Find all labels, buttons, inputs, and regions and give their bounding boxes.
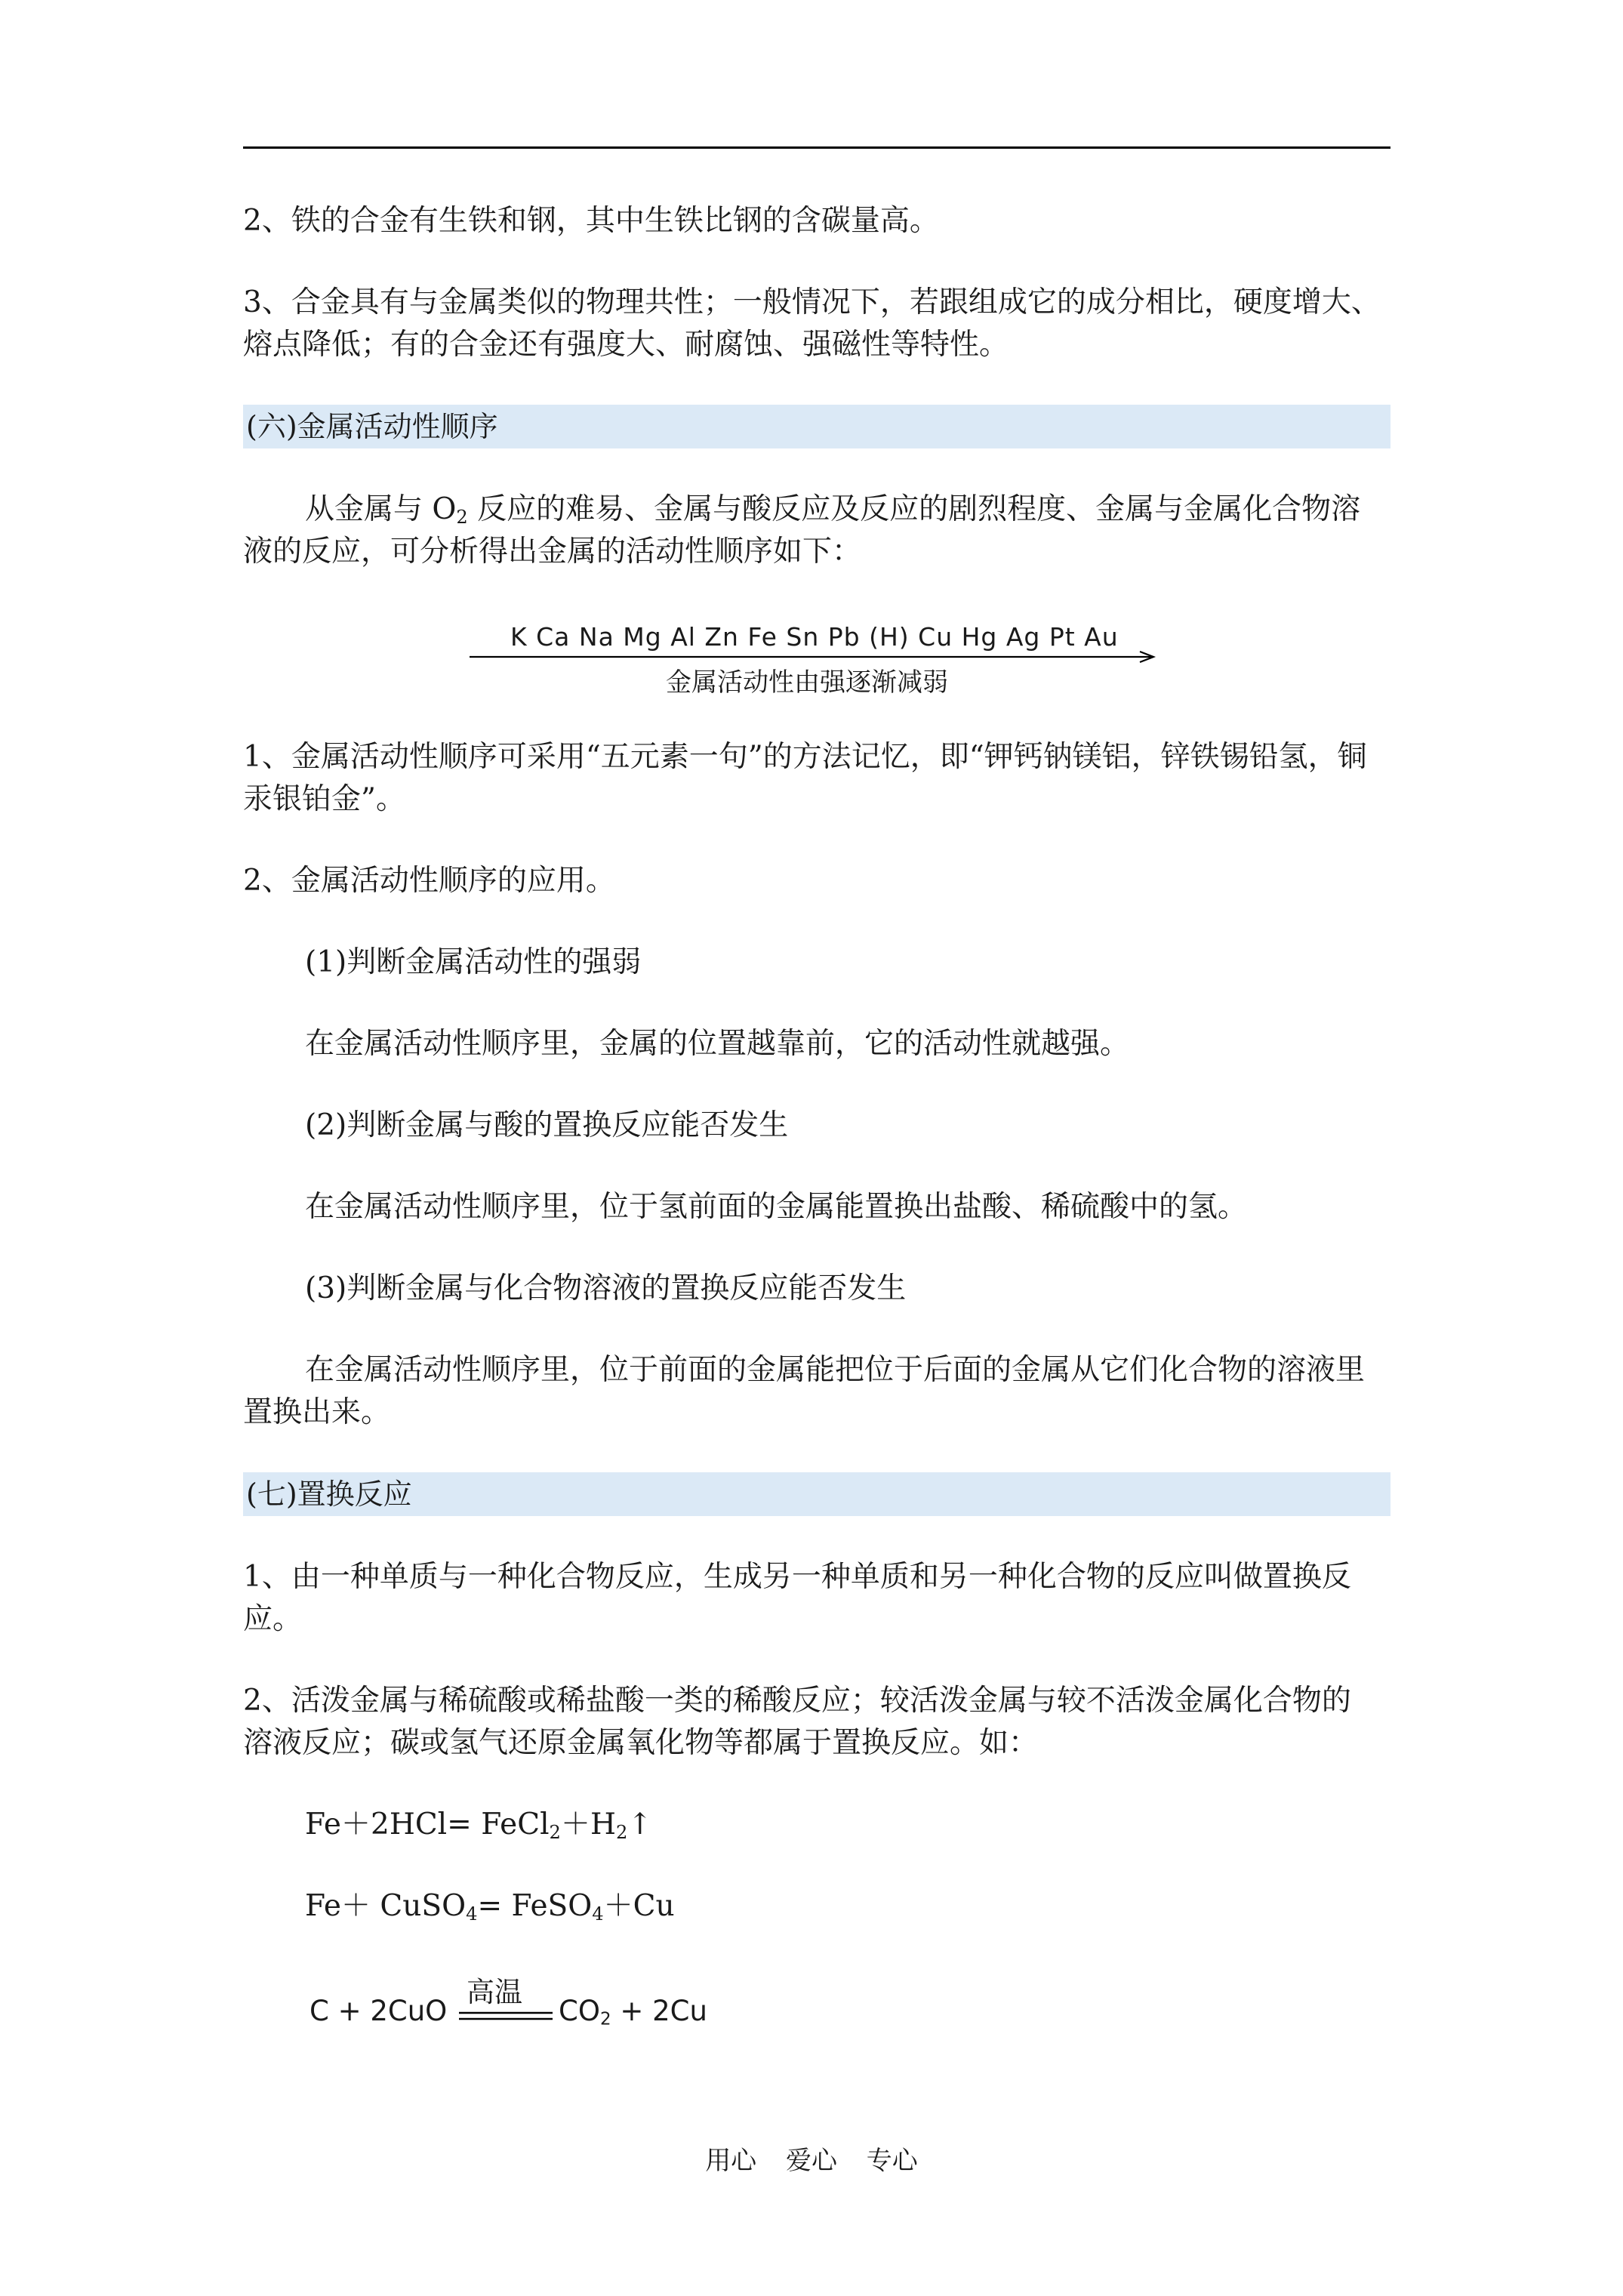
equation-fe-hcl: $Fe+2HCl= FeCl_2+H_2↑$ <box>305 1808 653 1844</box>
paragraph-alloy-3-line2: 熔点降低；有的合金还有强度大、耐腐蚀、强磁性等特性。 <box>243 328 1009 362</box>
paragraph-mnemonic-line1: 1、金属活动性顺序可采用“五元素一句”的方法记忆，即“钾钙钠镁铝，锌铁锡铅氢，铜 <box>243 740 1367 774</box>
paragraph-definition-line1: 1、由一种单质与一种化合物反应，生成另一种单质和另一种化合物的反应叫做置换反 <box>243 1560 1351 1594</box>
equation-c-cuo-products: $CO_2 + 2Cu$ <box>559 1995 707 2029</box>
paragraph-application: 2、金属活动性顺序的应用。 <box>243 864 615 898</box>
subtext-3-line2: 置换出来。 <box>243 1395 391 1429</box>
equation-c-cuo-reactants: C + 2CuO <box>310 1995 448 2027</box>
paragraph-alloy-2: 2、铁的合金有生铁和钢，其中生铁比钢的含碳量高。 <box>243 204 939 238</box>
equation-c-cuo <box>310 1971 732 2046</box>
section-heading-6: (六)金属活动性顺序 <box>243 405 1390 448</box>
intro-line2: 液的反应，可分析得出金属的活动性顺序如下： <box>243 535 862 569</box>
paragraph-definition-line2: 应。 <box>243 1602 303 1636</box>
subtext-3-line1: 在金属活动性顺序里，位于前面的金属能把位于后面的金属从它们化合物的溶液里 <box>305 1353 1366 1387</box>
equation-fe-cuso4: Fe＋ CuSO$_4$= FeSO$_4$＋Cu <box>305 1889 675 1925</box>
header-rule <box>243 146 1390 149</box>
paragraph-alloy-3-line1: 3、合金具有与金属类似的物理共性；一般情况下，若跟组成它的成分相比，硬度增大、 <box>243 285 1381 319</box>
paragraph-mnemonic-line2: 汞银铂金”。 <box>243 782 405 816</box>
paragraph-types-line1: 2、活泼金属与稀硫酸或稀盐酸一类的稀酸反应；较活泼金属与较不活泼金属化合物的 <box>243 1684 1351 1718</box>
activity-series-diagram <box>470 616 1164 699</box>
double-line-equals-icon <box>457 1971 556 2046</box>
paragraph-types-line2: 溶液反应；碳或氢气还原金属氧化物等都属于置换反应。如： <box>243 1726 1039 1760</box>
subheading-3: (3)判断金属与化合物溶液的置换反应能否发生 <box>305 1271 907 1305</box>
subtext-1: 在金属活动性顺序里，金属的位置越靠前，它的活动性就越强。 <box>305 1027 1130 1061</box>
equation-condition: 高温 <box>467 1976 522 2008</box>
subtext-2: 在金属活动性顺序里，位于氢前面的金属能置换出盐酸、稀硫酸中的氢。 <box>305 1190 1248 1224</box>
section-heading-7: (七)置换反应 <box>243 1472 1390 1516</box>
subheading-1: (1)判断金属活动性的强弱 <box>305 945 642 979</box>
activity-series-metals: K Ca Na Mg Al Zn Fe Sn Pb (H) Cu Hg Ag Pt Au <box>510 622 1119 652</box>
activity-series-caption: 金属活动性由强逐渐减弱 <box>666 667 948 698</box>
page-footer: 用心 爱心 专心 <box>705 2146 918 2176</box>
subheading-2: (2)判断金属与酸的置换反应能否发生 <box>305 1108 789 1142</box>
intro-line1: 从金属与 $O_2$ 反应的难易、金属与酸反应及反应的剧烈程度、金属与金属化合物溶 <box>305 492 1361 529</box>
